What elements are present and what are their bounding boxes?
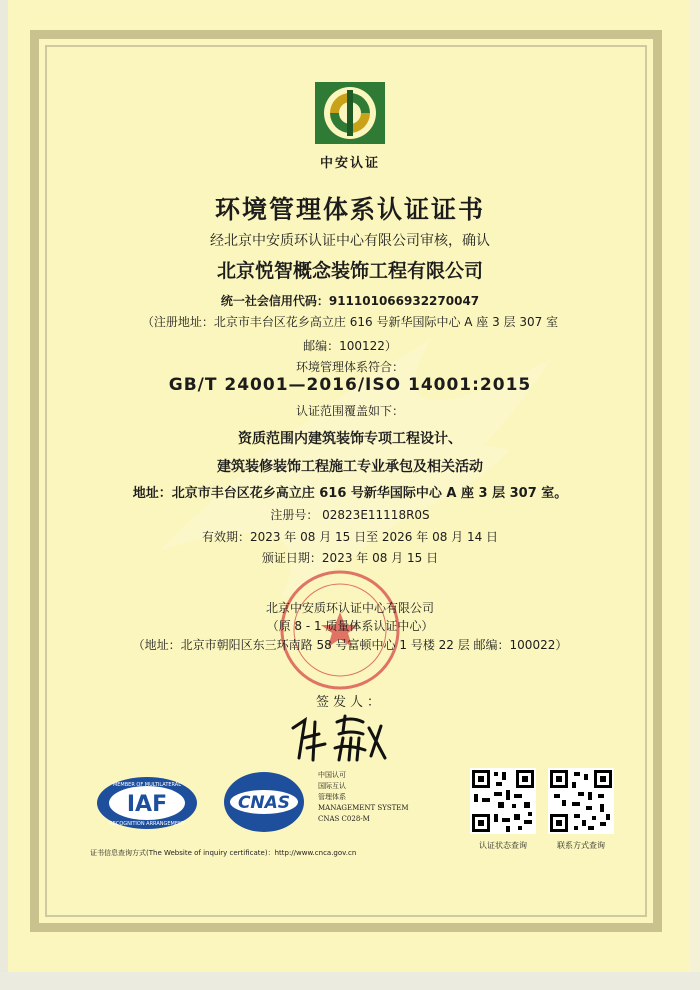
conformity-label: 环境管理体系符合： bbox=[295, 360, 404, 374]
cnas-line: 中国认可 bbox=[318, 771, 346, 779]
qr-caption-status: 认证状态查询 bbox=[479, 841, 527, 850]
signer-label: 签发人： bbox=[315, 695, 384, 710]
iaf-logo-icon bbox=[95, 776, 199, 830]
handwritten-signature bbox=[285, 708, 395, 768]
logo-caption: 中安认证 bbox=[319, 156, 380, 171]
issuer-former-name: （原 8 - 1 质量体系认证中心） bbox=[266, 619, 434, 633]
site-address: 地址：北京市丰台区花乡高立庄 616 号新华国际中心 A 座 3 层 307 室。 bbox=[132, 486, 568, 501]
scope-label: 认证范围覆盖如下： bbox=[295, 404, 404, 418]
validity-period: 有效期：2023 年 08 月 15 日至 2026 年 08 月 14 日 bbox=[201, 530, 499, 544]
registered-postcode: 邮编：100122） bbox=[303, 339, 397, 353]
standard-code: GB/T 24001—2016/ISO 14001:2015 bbox=[168, 375, 532, 395]
cnas-line: CNAS C028-M bbox=[318, 815, 370, 823]
scope-line-2: 建筑装修装饰工程施工专业承包及相关活动 bbox=[217, 459, 483, 475]
iaf-mark-text: IAF bbox=[126, 792, 168, 817]
cnas-mark-text: CNAS bbox=[237, 793, 291, 813]
issuer-name: 北京中安质环认证中心有限公司 bbox=[265, 601, 434, 615]
scan-edge-left bbox=[0, 0, 8, 990]
scan-edge-right bbox=[690, 0, 700, 990]
certificate-title: 环境管理体系认证证书 bbox=[214, 195, 485, 224]
scope-line-1: 资质范围内建筑装饰专项工程设计、 bbox=[238, 431, 462, 447]
cnas-line: 管理体系 bbox=[318, 793, 346, 801]
cnas-logo-icon bbox=[222, 770, 306, 834]
qr-code-status-icon[interactable] bbox=[470, 768, 536, 834]
iaf-bottom-text: RECOGNITION ARRANGEMENT bbox=[109, 821, 185, 827]
cnas-line: 国际互认 bbox=[318, 782, 346, 790]
scan-edge-bottom bbox=[0, 972, 700, 990]
reviewed-statement: 经北京中安质环认证中心有限公司审核，确认 bbox=[210, 233, 490, 249]
qr-code-contact-icon[interactable] bbox=[548, 768, 614, 834]
cnas-line: MANAGEMENT SYSTEM bbox=[318, 804, 409, 812]
registration-number: 注册号： 02823E11118R0S bbox=[270, 508, 430, 522]
credit-code: 统一社会信用代码：911101066932270047 bbox=[220, 294, 480, 308]
qr-caption-contact: 联系方式查询 bbox=[557, 841, 605, 850]
company-name: 北京悦智概念装饰工程有限公司 bbox=[216, 260, 483, 282]
inquiry-website: 证书信息查询方式(The Website of inquiry certificate)：http://www.cnca.gov.cn bbox=[90, 849, 357, 857]
zhongan-logo-icon bbox=[305, 80, 395, 146]
cnas-accreditation-text bbox=[318, 770, 409, 825]
issuer-address: （地址：北京市朝阳区东三环南路 58 号富顿中心 1 号楼 22 层 邮编：100022） bbox=[132, 638, 568, 652]
iaf-top-text: MEMBER OF MULTILATERAL bbox=[112, 782, 182, 788]
registered-address: （注册地址：北京市丰台区花乡高立庄 616 号新华国际中心 A 座 3 层 307 室 bbox=[141, 315, 559, 329]
issue-date: 颁证日期：2023 年 08 月 15 日 bbox=[261, 551, 439, 565]
